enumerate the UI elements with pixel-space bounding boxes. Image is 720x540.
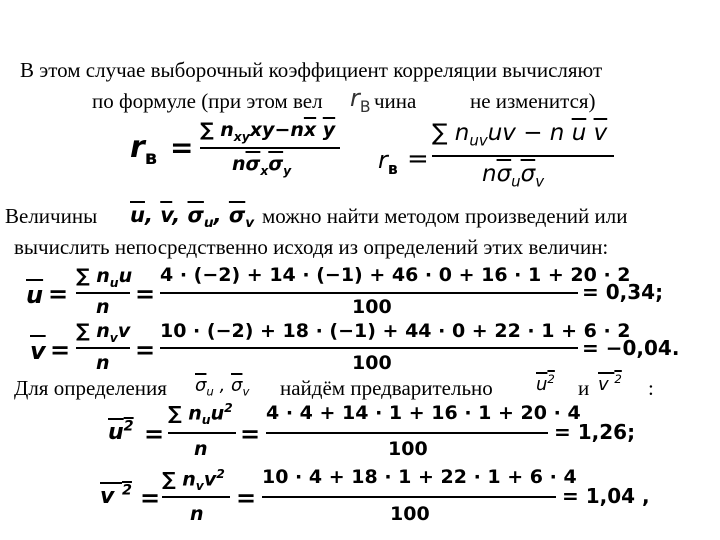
v-mean-frac-num: ∑ $n_vv$ [76, 320, 131, 345]
v-mean-eq2: = [135, 336, 156, 364]
formula2-lhs: $r_в$ [378, 146, 398, 178]
formula2-fraction-bar [432, 155, 614, 157]
v2-mean-eq2: = [236, 484, 257, 512]
intro-line-1: В этом случае выборочный коэффициент корреляции вычисляют [20, 58, 603, 82]
v2-mean-result: = 1,04 , [562, 484, 650, 508]
v-mean-result: = −0,04. [582, 336, 680, 360]
v-mean-bar [160, 347, 578, 349]
v2-mean-frac-num: ∑ $n_vv^2$ [162, 467, 225, 494]
u2-mean-eq1: = [144, 420, 165, 448]
values-line-1-part-b: можно найти методом произведений или [262, 204, 628, 228]
u-mean-eq2: = [135, 280, 156, 308]
intro-line-2-part-c: не изменится) [470, 89, 596, 113]
v2-mean-lhs: v $^2$ [100, 483, 132, 510]
intro-line-2-part-a: по формуле (при этом вел [92, 89, 323, 113]
intro-line-2-part-b: чина [374, 89, 417, 113]
values-line-2: вычислить непосредственно исходя из определений этих величин: [14, 235, 609, 259]
u2-mean-eq2: = [240, 420, 261, 448]
v-mean-eq1: = [50, 336, 71, 364]
values-symbols: $\overline{u}$, $\overline{v}$, $\overline{\sigma}_u$, $\overline{\sigma}_v$ [130, 203, 255, 232]
u-mean-frac-den: n [96, 296, 110, 318]
formula2-eq: = [407, 144, 429, 174]
v2-mean-frac-bar [162, 496, 230, 498]
formula1-lhs: $r_в$ [130, 130, 158, 169]
u2-mean-lhs: $u^2$ [108, 419, 134, 446]
r-overlay-symbol: $r_В$ [350, 84, 371, 116]
v2-mean-frac-den: n [190, 503, 204, 525]
formula2-numerator: ∑ $n_{uv}uv - n$ $\overline{u}$ $\overline{v}$ [432, 120, 608, 150]
sigma-intro-a: Для определения [14, 376, 167, 400]
v-mean-frac-bar [76, 347, 130, 349]
v-mean-numerator: 10 · (−2) + 18 · (−1) + 44 · 0 + 22 · 1 + 6 · 2 [160, 320, 631, 342]
v2-mean-eq1: = [140, 484, 161, 512]
formula1-numerator: ∑ $n_{xy}xy-n\overline{x}$ $\overline{y}$ [200, 119, 336, 144]
u-mean-frac-bar [76, 292, 130, 294]
u-mean-eq1: = [48, 280, 69, 308]
sigma-intro-d: : [648, 376, 654, 400]
u2-mean-frac-bar [168, 432, 236, 434]
u2-mean-bar [266, 432, 548, 434]
formula1-fraction-bar [200, 147, 340, 149]
formula2-denominator: $n\overline{\sigma}_u\overline{\sigma}_v$ [482, 161, 545, 191]
v-mean-denominator: 100 [352, 352, 392, 374]
u2-mean-denominator: 100 [388, 438, 428, 460]
u2-mean-result: = 1,26; [554, 420, 636, 444]
sigma-intro-u2: $u^2$ [536, 372, 555, 395]
v2-mean-bar [262, 496, 556, 498]
u-mean-numerator: 4 · (−2) + 14 · (−1) + 46 · 0 + 16 · 1 + 20 · 2 [160, 264, 631, 286]
u-mean-lhs: $\overline{u}$ [26, 281, 44, 309]
values-line-1-part-a: Величины [5, 204, 98, 228]
sigma-intro-v2: v $^2$ [598, 372, 622, 395]
u-mean-result: = 0,34; [582, 280, 664, 304]
u-mean-denominator: 100 [352, 296, 392, 318]
v-mean-frac-den: n [96, 352, 110, 374]
v2-mean-denominator: 100 [390, 503, 430, 525]
sigma-intro-symbols: $\overline{\sigma}_u$ , $\overline{\sigma}_v$ [195, 375, 250, 399]
u-mean-frac-num: ∑ $n_uu$ [76, 265, 133, 290]
formula1-denominator: $n\overline{\sigma}_x\overline{\sigma}_y$ [232, 153, 292, 178]
formula1-eq: = [170, 131, 194, 164]
u2-mean-frac-den: n [194, 438, 208, 460]
v2-mean-numerator: 10 · 4 + 18 · 1 + 22 · 1 + 6 · 4 [262, 466, 577, 488]
u2-mean-frac-num: ∑ $n_uu^2$ [168, 401, 233, 428]
u2-mean-numerator: 4 · 4 + 14 · 1 + 16 · 1 + 20 · 4 [266, 402, 581, 424]
sigma-intro-c: и [578, 376, 590, 400]
v-mean-lhs: $\overline{v}$ [30, 337, 46, 365]
sigma-intro-b: найдём предварительно [280, 376, 493, 400]
u-mean-bar [160, 292, 578, 294]
